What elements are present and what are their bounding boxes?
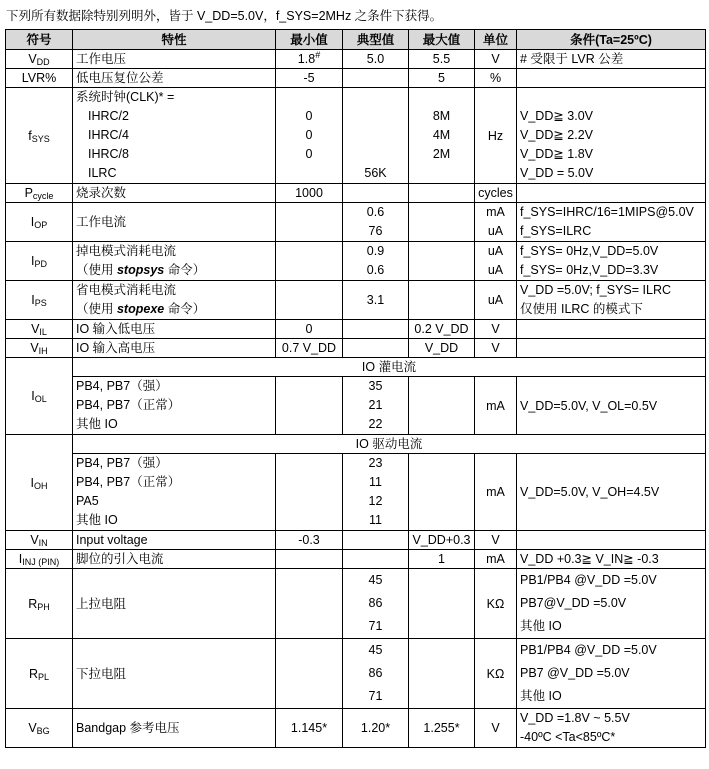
table-row [6,242,706,281]
table-caption: 下列所有数据除特别列明外，皆于 V_DD=5.0V，f_SYS=2MHz 之条件下获得。 [6,9,443,23]
min-cell [276,550,343,569]
condition-cell: PB1/PB4 @V_DD =5.0V PB7 @V_DD =5.0V 其他 IO [517,639,706,709]
feature-cell: 省电模式消耗电流 （使用 stopexe 命令） [73,281,276,320]
min-cell: -0.3 [276,531,343,550]
max-cell: 1 [409,550,475,569]
max-cell [409,639,475,709]
min-cell: 1.8# [276,50,343,69]
condition-cell: V_DD =1.8V ~ 5.5V -40ºC <Ta<85ºC* [517,709,706,748]
feature-cell: 工作电流 [73,203,276,242]
condition-cell: V_DD=5.0V, V_OH=4.5V [517,454,706,531]
table-row [6,203,706,242]
symbol-cell: $f_{SYS}$ [6,88,73,184]
symbol-cell: $I_{PS}$ [6,281,73,320]
table-row [6,339,706,358]
unit-cell: mA [475,550,517,569]
table-row [6,320,706,339]
max-cell [409,454,475,531]
unit-cell: uA uA [475,242,517,281]
max-cell [409,377,475,435]
unit-cell: cycles [475,184,517,203]
max-cell: 1.255* [409,709,475,748]
condition-cell [517,69,706,88]
max-cell: 0.2 V_DD [409,320,475,339]
typ-cell: 0.9 0.6 [343,242,409,281]
typ-cell: 45 86 71 [343,569,409,639]
table-row [6,454,706,531]
condition-cell: V_DD =5.0V; f_SYS= ILRC 仅使用 ILRC 的模式下 [517,281,706,320]
feature-cell: 掉电模式消耗电流 （使用 stopsys 命令） [73,242,276,281]
typ-cell [343,69,409,88]
unit-cell: % [475,69,517,88]
feature-cell: 低电压复位公差 [73,69,276,88]
symbol-cell: $R_{PL}$ [6,639,73,709]
table-row [6,50,706,69]
condition-cell: f_SYS=IHRC/16=1MIPS@5.0V f_SYS=ILRC [517,203,706,242]
max-cell [409,242,475,281]
table-row [6,281,706,320]
condition-cell: V_DD≧ 3.0V V_DD≧ 2.2V V_DD≧ 1.8V V_DD = 5.0V [517,88,706,184]
max-cell [409,569,475,639]
table-row [6,377,706,435]
unit-cell: V [475,531,517,550]
feature-cell: 烧录次数 [73,184,276,203]
max-cell: V_DD+0.3 [409,531,475,550]
min-cell [276,569,343,639]
group-title-cell: IO 驱动电流 [73,435,706,454]
symbol-cell: LVR% [6,69,73,88]
table-row [6,709,706,748]
feature-cell: 脚位的引入电流 [73,550,276,569]
table-row [6,184,706,203]
header-condition: 条件(Ta=25ºC) [517,30,706,50]
unit-cell: V [475,709,517,748]
symbol-cell: $I_{INJ (PIN)}$ [6,550,73,569]
min-cell [276,639,343,709]
table-row [6,88,706,184]
table-row [6,358,706,377]
max-cell [409,203,475,242]
unit-cell: mA [475,377,517,435]
condition-cell: V_DD=5.0V, V_OL=0.5V [517,377,706,435]
symbol-cell: $I_{OH}$ [6,435,73,531]
unit-cell: mA [475,454,517,531]
condition-cell [517,339,706,358]
electrical-characteristics-table [5,29,706,748]
min-cell [276,242,343,281]
min-cell [276,454,343,531]
table-row [6,531,706,550]
condition-cell [517,531,706,550]
header-feature: 特性 [73,30,276,50]
feature-cell: 系统时钟(CLK)* = IHRC/2 IHRC/4 IHRC/8 ILRC [73,88,276,184]
unit-cell: mA uA [475,203,517,242]
max-cell [409,281,475,320]
symbol-cell: $R_{PH}$ [6,569,73,639]
typ-cell [343,339,409,358]
unit-cell: KΩ [475,569,517,639]
typ-cell: 5.0 [343,50,409,69]
header-max: 最大值 [409,30,475,50]
min-cell: 0 0 0 [276,88,343,184]
feature-cell: Bandgap 参考电压 [73,709,276,748]
min-cell [276,281,343,320]
condition-cell [517,184,706,203]
typ-cell: 56K [343,88,409,184]
condition-cell: V_DD +0.3≧ V_IN≧ -0.3 [517,550,706,569]
min-cell [276,203,343,242]
symbol-cell: $V_{DD}$ [6,50,73,69]
unit-cell: Hz [475,88,517,184]
table-row [6,550,706,569]
header-row [6,30,706,50]
max-cell: V_DD [409,339,475,358]
unit-cell: V [475,339,517,358]
typ-cell [343,320,409,339]
min-cell: 1000 [276,184,343,203]
typ-cell [343,184,409,203]
symbol-cell: $V_{BG}$ [6,709,73,748]
symbol-cell: $I_{OL}$ [6,358,73,435]
min-cell [276,377,343,435]
header-unit: 单位 [475,30,517,50]
table-row [6,569,706,639]
unit-cell: KΩ [475,639,517,709]
table-row [6,435,706,454]
typ-cell: 3.1 [343,281,409,320]
condition-cell: PB1/PB4 @V_DD =5.0V PB7@V_DD =5.0V 其他 IO [517,569,706,639]
feature-cell: 上拉电阻 [73,569,276,639]
symbol-cell: $V_{IN}$ [6,531,73,550]
max-cell [409,184,475,203]
feature-cell: PB4, PB7（强） PB4, PB7（正常） 其他 IO [73,377,276,435]
typ-cell [343,550,409,569]
min-cell: 1.145* [276,709,343,748]
min-cell: 0 [276,320,343,339]
header-min: 最小值 [276,30,343,50]
header-typ: 典型值 [343,30,409,50]
symbol-cell: $V_{IH}$ [6,339,73,358]
header-symbol: 符号 [6,30,73,50]
symbol-cell: $P_{cycle}$ [6,184,73,203]
feature-cell: IO 输入高电压 [73,339,276,358]
unit-cell: V [475,50,517,69]
table-row [6,69,706,88]
typ-cell: 1.20* [343,709,409,748]
symbol-cell: $I_{OP}$ [6,203,73,242]
min-cell: 0.7 V_DD [276,339,343,358]
feature-cell: 工作电压 [73,50,276,69]
min-cell: -5 [276,69,343,88]
symbol-cell: $V_{IL}$ [6,320,73,339]
typ-cell: 0.6 76 [343,203,409,242]
typ-cell: 45 86 71 [343,639,409,709]
feature-cell: IO 输入低电压 [73,320,276,339]
feature-cell: Input voltage [73,531,276,550]
unit-cell: uA [475,281,517,320]
unit-cell: V [475,320,517,339]
feature-cell: 下拉电阻 [73,639,276,709]
typ-cell: 23 11 12 11 [343,454,409,531]
max-cell: 8M 4M 2M [409,88,475,184]
symbol-cell: $I_{PD}$ [6,242,73,281]
condition-cell: # 受限于 LVR 公差 [517,50,706,69]
max-cell: 5 [409,69,475,88]
table-row [6,639,706,709]
condition-cell [517,320,706,339]
max-cell: 5.5 [409,50,475,69]
typ-cell [343,531,409,550]
group-title-cell: IO 灌电流 [73,358,706,377]
condition-cell: f_SYS= 0Hz,V_DD=5.0V f_SYS= 0Hz,V_DD=3.3V [517,242,706,281]
typ-cell: 35 21 22 [343,377,409,435]
feature-cell: PB4, PB7（强） PB4, PB7（正常） PA5 其他 IO [73,454,276,531]
